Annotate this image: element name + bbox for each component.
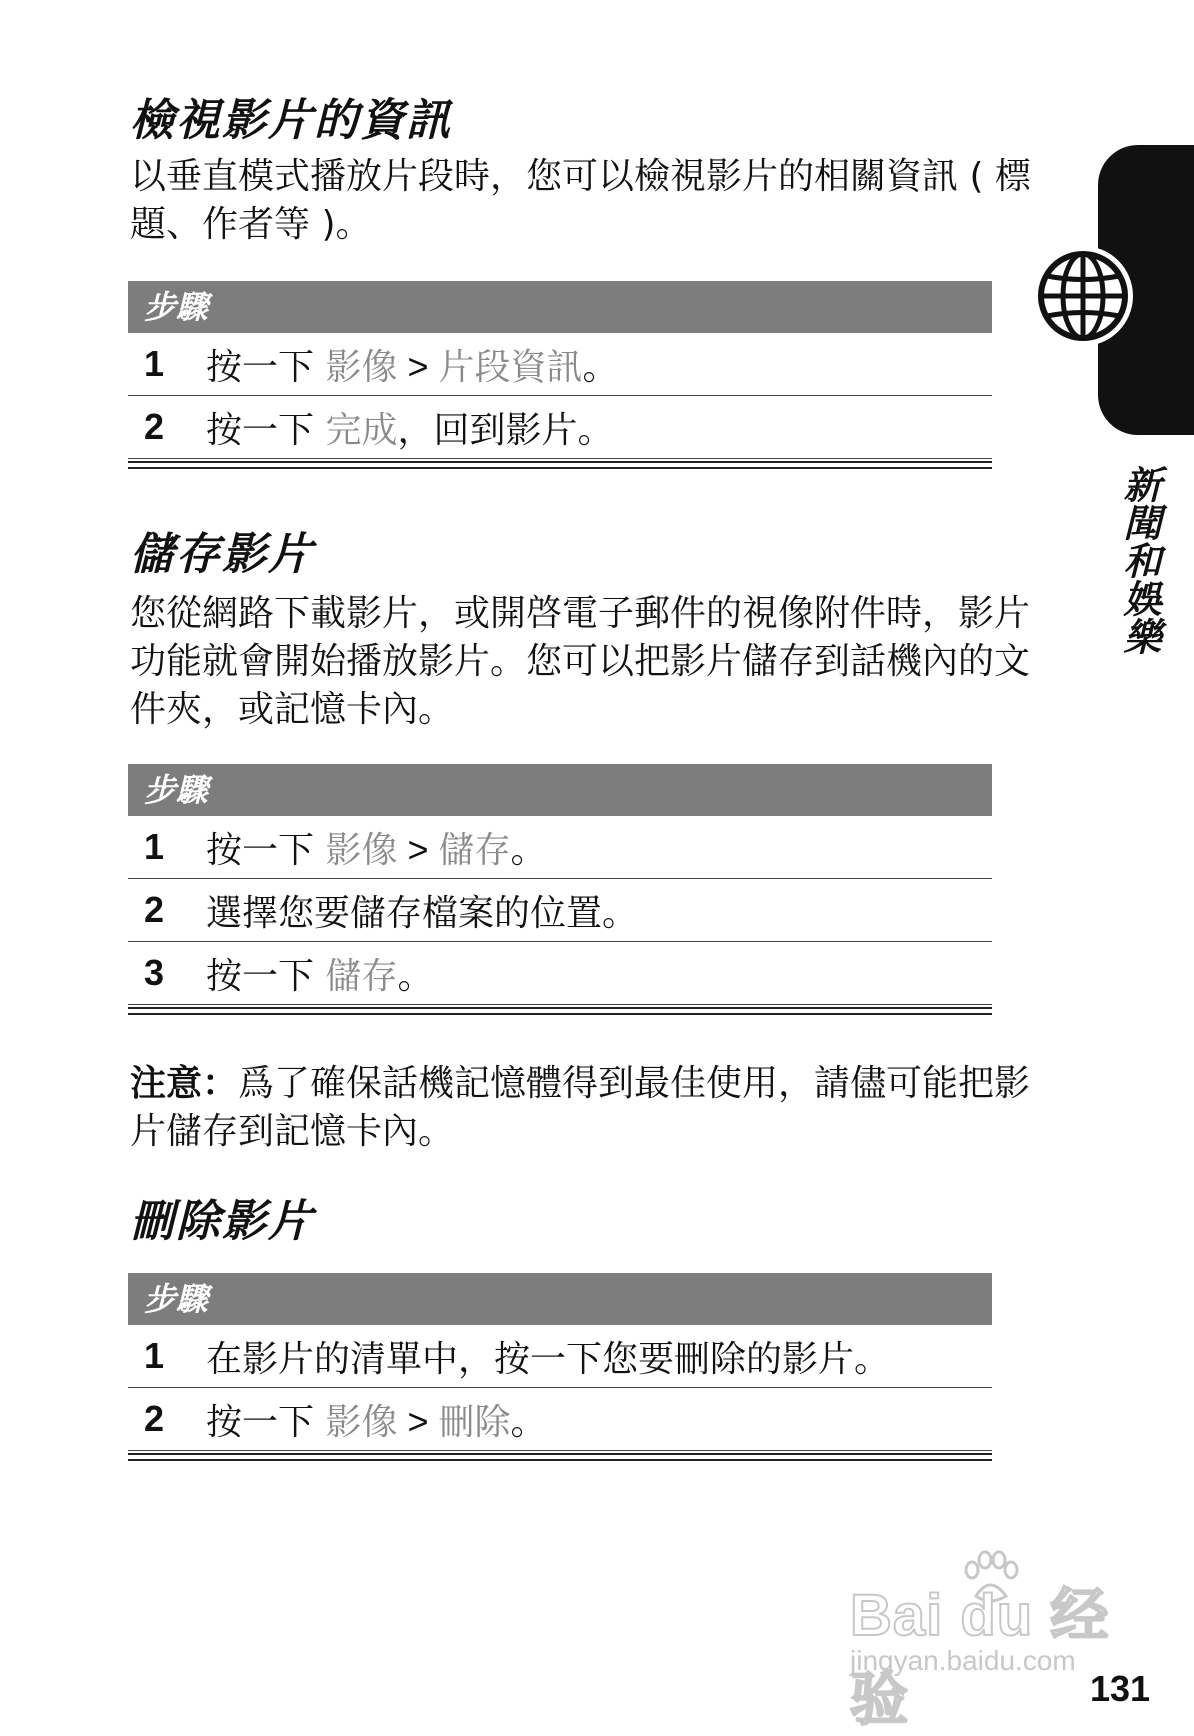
step-row bbox=[128, 1388, 992, 1451]
steps-table bbox=[128, 1273, 992, 1461]
menu-keyword: 儲存 bbox=[438, 829, 511, 871]
step-number: 3 bbox=[144, 952, 165, 993]
menu-keyword: 影像 bbox=[325, 346, 398, 388]
step-number: 1 bbox=[144, 826, 165, 867]
steps-header: 步驟 bbox=[128, 281, 992, 333]
section-heading-view-info: 檢視影片的資訊 bbox=[130, 95, 452, 146]
step-row bbox=[128, 942, 992, 1005]
menu-keyword: 影像 bbox=[325, 829, 398, 871]
steps-table bbox=[128, 764, 992, 1015]
step-row bbox=[128, 333, 992, 396]
step-text: 按一下 影像 > 儲存。 bbox=[206, 828, 547, 871]
globe-icon bbox=[1030, 243, 1136, 349]
menu-keyword: 片段資訊 bbox=[438, 346, 583, 388]
table-end-rule bbox=[128, 1453, 992, 1461]
step-number: 2 bbox=[144, 889, 165, 930]
menu-keyword: 刪除 bbox=[438, 1401, 511, 1443]
step-row bbox=[128, 1325, 992, 1388]
table-end-rule bbox=[128, 461, 992, 469]
note-paragraph bbox=[130, 1060, 1065, 1156]
step-row bbox=[128, 396, 992, 459]
step-text: 選擇您要儲存檔案的位置。 bbox=[206, 892, 639, 934]
step-text: 按一下 影像 > 刪除。 bbox=[206, 1400, 547, 1443]
step-text: 按一下 儲存。 bbox=[206, 955, 434, 997]
section-intro: 您從網路下載影片，或開啓電子郵件的視像附件時，影片功能就會開始播放影片。您可以把影片儲存到話機內的文件夾，或記憶卡內。 bbox=[130, 593, 1031, 730]
step-number: 2 bbox=[144, 406, 165, 447]
step-number: 2 bbox=[144, 1398, 165, 1439]
section-intro: 以垂直模式播放片段時，您可以檢視影片的相關資訊 ( 標題、作者等 )。 bbox=[130, 156, 1031, 245]
step-number: 1 bbox=[144, 1335, 165, 1376]
step-number: 1 bbox=[144, 343, 165, 384]
table-end-rule bbox=[128, 1007, 992, 1015]
section-heading-save-video: 儲存影片 bbox=[130, 529, 314, 580]
section-heading-delete-video: 刪除影片 bbox=[130, 1196, 314, 1247]
step-text: 按一下 影像 > 片段資訊。 bbox=[206, 345, 619, 388]
step-row bbox=[128, 816, 992, 879]
note-text: 爲了確保話機記憶體得到最佳使用，請儘可能把影片儲存到記憶卡內。 bbox=[130, 1063, 1031, 1152]
chapter-label: 新聞和娛樂 bbox=[1117, 465, 1161, 655]
step-row bbox=[128, 879, 992, 942]
steps-header: 步驟 bbox=[128, 1273, 992, 1325]
steps-table bbox=[128, 281, 992, 469]
watermark-brand: Bai du 经验 bbox=[850, 1583, 1110, 1732]
menu-keyword: 儲存 bbox=[325, 955, 398, 997]
menu-keyword: 完成 bbox=[325, 409, 398, 451]
step-text: 在影片的清單中，按一下您要刪除的影片。 bbox=[206, 1338, 891, 1380]
watermark-url: jingyan.baidu.com bbox=[850, 1645, 1076, 1676]
step-text: 按一下 完成，回到影片。 bbox=[206, 409, 614, 451]
note-label: 注意： bbox=[130, 1063, 239, 1104]
watermark bbox=[850, 1550, 1120, 1732]
menu-keyword: 影像 bbox=[325, 1401, 398, 1443]
page-number: 131 bbox=[1090, 1668, 1151, 1709]
steps-header: 步驟 bbox=[128, 764, 992, 816]
